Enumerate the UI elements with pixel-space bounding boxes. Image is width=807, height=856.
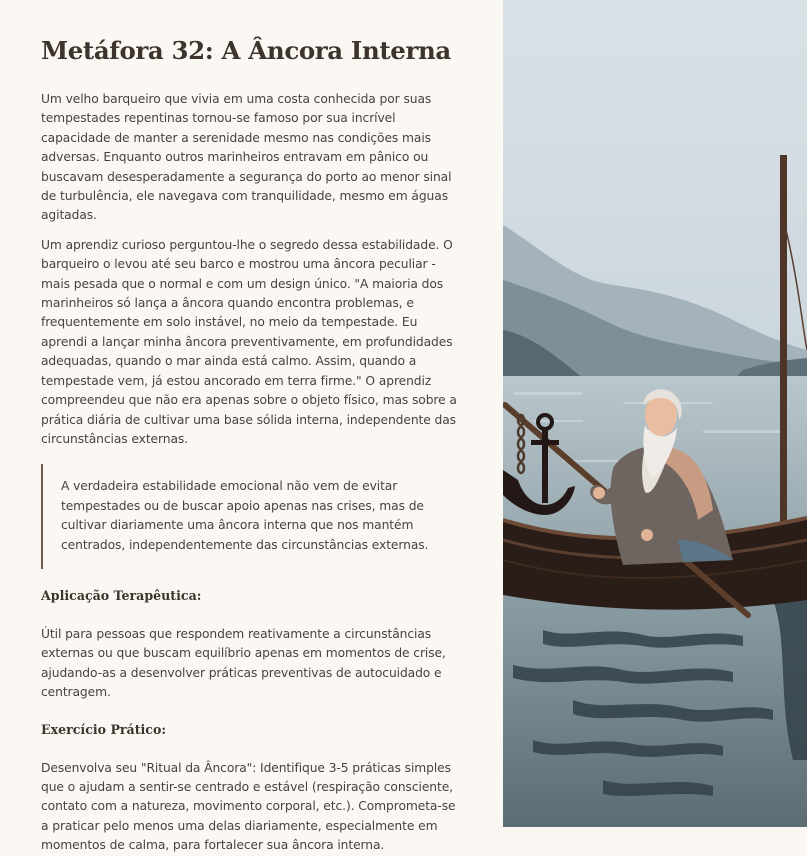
- application-section: [41, 587, 463, 703]
- page-title: Metáfora 32: A Âncora Interna: [41, 36, 451, 65]
- application-heading: Aplicação Terapêutica:: [41, 587, 202, 603]
- boat-mast: [780, 155, 787, 555]
- exercise-heading: Exercício Prático:: [41, 721, 167, 737]
- paragraph-2: Um aprendiz curioso perguntou-lhe o segredo dessa estabilidade. O barqueiro o levou até seu barco e mostrou uma âncora peculiar - mais pesada que o normal e com um design único. "A maioria dos marinheiros só lança a âncora quando encontra problemas, e frequentemente em solo instável, no meio da tempestade. Eu aprendi a lançar minha âncora preventivamente, em profundidades adequadas, quando o mar ainda está calmo. Assim, quando a tempestade vem, já estou ancorado em terra firme." O aprendiz compreendeu que não era apenas sobre o objeto físico, mas sobre a prática diária de cultivar uma base sólida interna, independente das circunstâncias externas.: [41, 237, 457, 446]
- old-boatman-with-anchor-illustration: [503, 0, 807, 827]
- quote-block: A verdadeira estabilidade emocional não vem de evitar tempestades ou de buscar apoio apenas nas crises, mas de cultivar diariamente uma âncora interna que nos mantém centrados, independentemente das circunstâncias externas.: [41, 464, 463, 569]
- exercise-text: Desenvolva seu "Ritual da Âncora": Identifique 3-5 práticas simples que o ajudam a sentir-se centrado e estável (respiração consciente, contato com a natureza, movimento corporal, etc.). Comprometa-se a praticar pelo menos uma delas diariamente, especialmente em momentos de calma, para fortalecer sua âncora interna.: [41, 760, 456, 853]
- illustration: [503, 0, 807, 827]
- paragraph-1: Um velho barqueiro que vivia em uma costa conhecida por suas tempestades repentinas tornou-se famoso por sua incrível capacidade de manter a serenidade mesmo nas condições mais adversas. Enquanto outros marinheiros entravam em pânico ou buscavam desesperadamente a segurança do porto ao menor sinal de turbulência, ele navegava com tranquilidade, mesmo em águas agitadas.: [41, 92, 452, 223]
- application-text: Útil para pessoas que respondem reativamente a circunstâncias externas ou que buscam equilíbrio apenas em momentos de crise, ajudando-as a desenvolver práticas preventivas de autocuidado e centragem.: [41, 626, 446, 700]
- exercise-section: [41, 721, 463, 856]
